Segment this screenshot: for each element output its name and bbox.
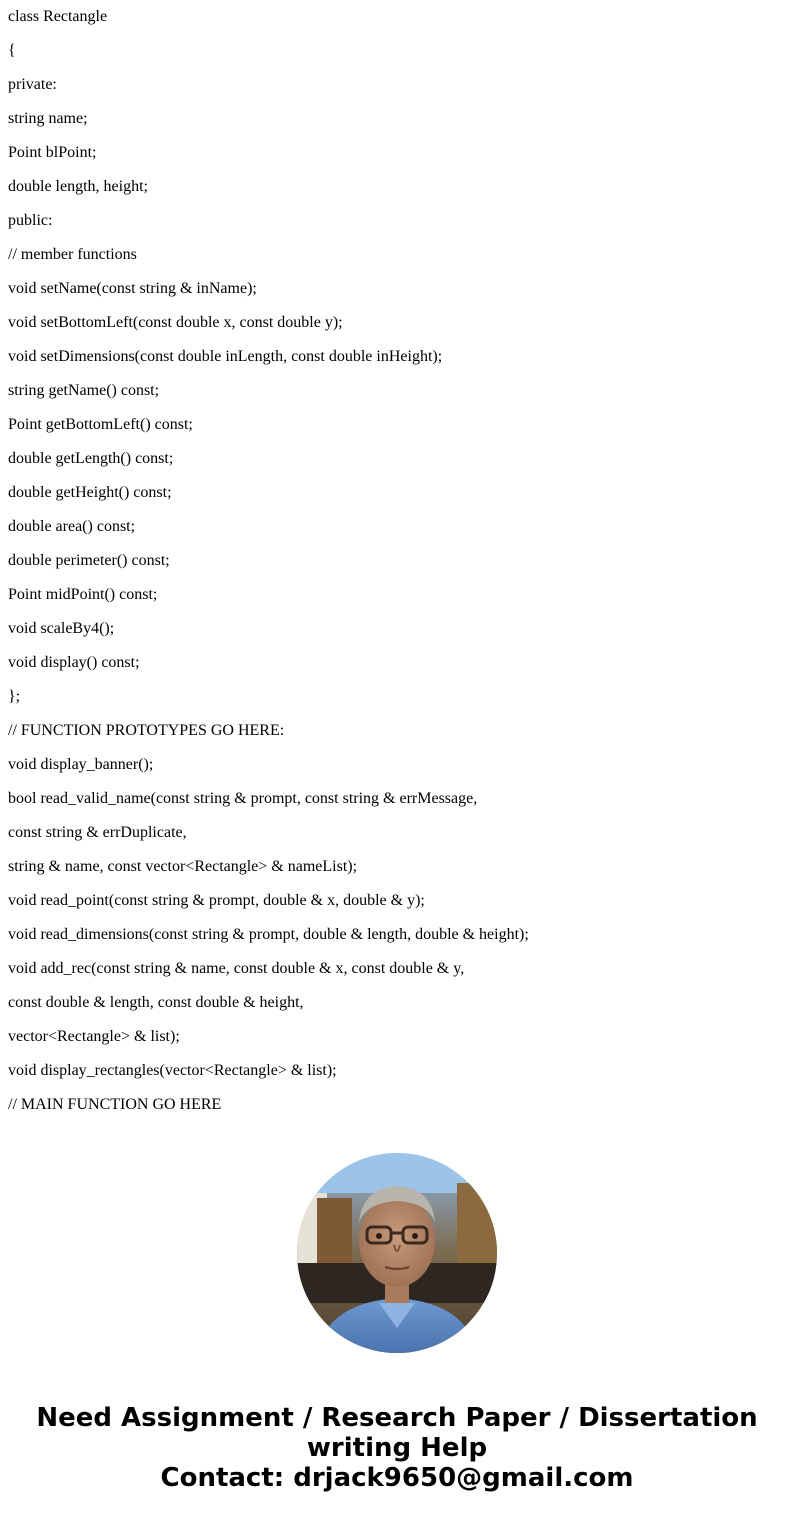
code-line: double length, height;: [8, 178, 148, 195]
code-line: Point midPoint() const;: [8, 586, 158, 603]
code-line: Point getBottomLeft() const;: [8, 416, 193, 433]
code-line: // FUNCTION PROTOTYPES GO HERE:: [8, 722, 285, 739]
author-avatar: [297, 1153, 497, 1353]
code-line: // member functions: [8, 246, 137, 263]
code-line: double perimeter() const;: [8, 552, 170, 569]
contact-footer: [0, 1403, 794, 1493]
code-line: string & name, const vector<Rectangle> & nameList);: [8, 858, 358, 875]
code-line: void display_rectangles(vector<Rectangle> & list);: [8, 1062, 337, 1079]
code-line: string getName() const;: [8, 382, 160, 399]
code-line: double area() const;: [8, 518, 136, 535]
code-line: const string & errDuplicate,: [8, 824, 187, 841]
code-line: void display() const;: [8, 654, 140, 671]
footer-contact-email[interactable]: Contact: drjack9650@gmail.com: [160, 1463, 634, 1493]
code-line: Point blPoint;: [8, 144, 97, 161]
code-line: void add_rec(const string & name, const double & x, const double & y,: [8, 960, 465, 977]
code-line: void setDimensions(const double inLength, const double inHeight);: [8, 348, 443, 365]
code-listing: [8, 0, 788, 1122]
footer-headline: Need Assignment / Research Paper / Dissertation: [36, 1403, 758, 1433]
code-line: {: [8, 42, 16, 59]
code-line: public:: [8, 212, 53, 229]
code-line: string name;: [8, 110, 88, 127]
code-line: void scaleBy4();: [8, 620, 115, 637]
code-line: const double & length, const double & height,: [8, 994, 304, 1011]
code-line: void read_dimensions(const string & prompt, double & length, double & height);: [8, 926, 529, 943]
code-line: void read_point(const string & prompt, double & x, double & y);: [8, 892, 425, 909]
code-line: double getHeight() const;: [8, 484, 172, 501]
code-line: void setBottomLeft(const double x, const double y);: [8, 314, 343, 331]
footer-subheadline: writing Help: [306, 1433, 488, 1463]
code-line: void display_banner();: [8, 756, 154, 773]
code-line: private:: [8, 76, 57, 93]
code-line: };: [8, 688, 21, 705]
code-line: class Rectangle: [8, 8, 108, 25]
code-line: vector<Rectangle> & list);: [8, 1028, 180, 1045]
code-line: bool read_valid_name(const string & prompt, const string & errMessage,: [8, 790, 478, 807]
code-line: double getLength() const;: [8, 450, 174, 467]
person-photo-icon: [297, 1153, 497, 1353]
code-line: void setName(const string & inName);: [8, 280, 257, 297]
code-line: // MAIN FUNCTION GO HERE: [8, 1096, 222, 1113]
